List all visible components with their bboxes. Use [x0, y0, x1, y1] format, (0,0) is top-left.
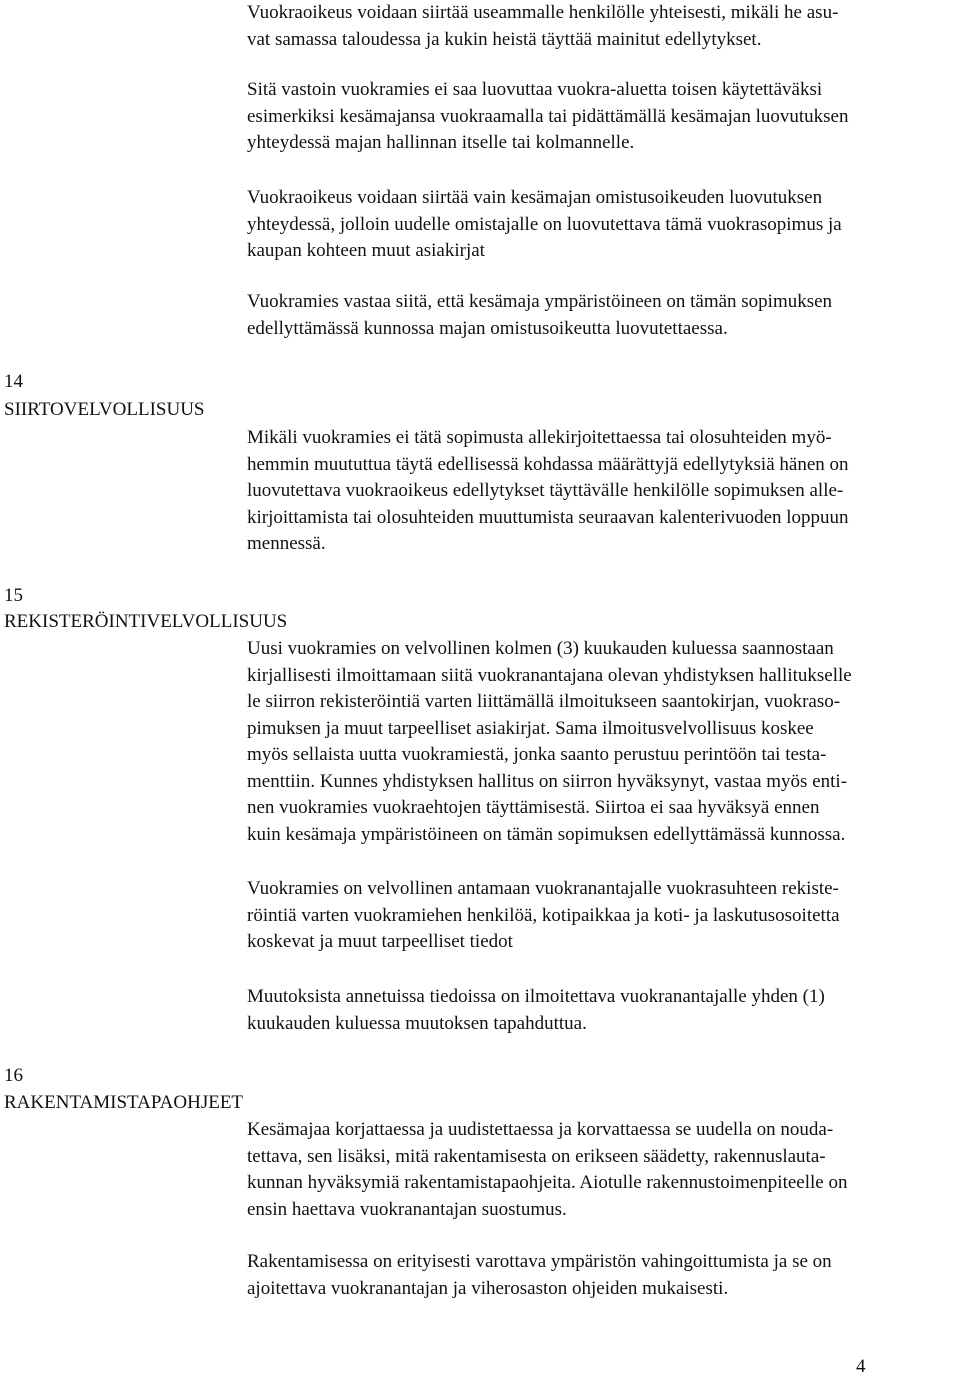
text-line: ensin haettava vuokranantajan suostumus. [247, 1198, 567, 1220]
section-15-title: REKISTERÖINTIVELVOLLISUUS [4, 611, 288, 632]
text-line: yhteydessä, jolloin uudelle omistajalle on luovutettava tämä vuokrasopimus ja [247, 213, 842, 235]
text-line: kuukauden kuluessa muutoksen tapahduttua. [247, 1012, 587, 1034]
text-line: röintiä varten vuokramiehen henkilöä, kotipaikkaa ja koti- ja laskutusosoitetta [247, 904, 840, 926]
section-15-paragraph-3 [247, 984, 825, 1037]
text-line: menttiin. Kunnes yhdistyksen hallitus on siirron hyväksynyt, vastaa myös enti- [247, 770, 848, 792]
text-line: luovutettava vuokraoikeus edellytykset täyttävälle henkilölle sopimuksen alle- [247, 480, 844, 501]
section-16-paragraph-1 [247, 1117, 847, 1223]
text-line: Muutoksista annetuissa tiedoissa on ilmoitettava vuokranantajalle yhden (1) [247, 986, 825, 1007]
text-line: nen vuokramies vuokraehtojen täyttämisestä. Siirtoa ei saa hyväksyä ennen [247, 797, 820, 818]
section-16-title: RAKENTAMISTAPAOHJEET [4, 1092, 244, 1113]
text-line: vat samassa taloudessa ja kukin heistä täyttää mainitut edellytykset. [247, 28, 762, 50]
section-16-paragraph-2 [247, 1249, 832, 1302]
text-line: yhteydessä majan hallinnan itselle tai kolmannelle. [247, 132, 635, 153]
intro-paragraph-1 [247, 0, 838, 53]
text-line: Vuokraoikeus voidaan siirtää vain kesämajan omistusoikeuden luovutuksen [247, 187, 823, 208]
intro-paragraph-2 [247, 77, 848, 157]
text-line: hemmin muututtua täytä edellisessä kohdassa määrättyjä edellytyksiä hänen on [247, 453, 849, 475]
text-line: Kesämajaa korjattaessa ja uudistettaessa ja korvattaessa se uudella on nouda- [247, 1119, 834, 1140]
text-line: kuin kesämaja ympäristöineen on tämän sopimuksen edellyttämässä kunnossa. [247, 823, 846, 845]
section-16-number: 16 [4, 1065, 23, 1086]
text-line: Sitä vastoin vuokramies ei saa luovuttaa vuokra-aluetta toisen käytettäväksi [247, 79, 823, 100]
text-line: kunnan hyväksymiä rakentamistapaohjeita. Aiotulle rakennustoimenpiteelle on [247, 1172, 848, 1193]
text-line: Rakentamisessa on erityisesti varottava ympäristön vahingoittumista ja se on [247, 1251, 832, 1272]
section-14-number: 14 [4, 371, 23, 392]
section-15-paragraph-2 [247, 876, 840, 956]
text-line: Mikäli vuokramies ei tätä sopimusta allekirjoitettaessa tai olosuhteiden myö- [247, 427, 832, 448]
text-line: myös sellaista uutta vuokramiestä, jonka saanto perustuu perintöön tai testa- [247, 744, 827, 765]
section-15-paragraph-1 [247, 636, 852, 848]
text-line: pimuksen ja muut tarpeelliset asiakirjat. Sama ilmoitusvelvollisuus koskee [247, 717, 814, 739]
text-line: le siirron rekisteröintiä varten liittämällä ilmoitukseen saantokirjan, vuokraso- [247, 691, 841, 712]
section-15-number: 15 [4, 585, 23, 606]
text-line: Vuokramies vastaa siitä, että kesämaja ympäristöineen on tämän sopimuksen [247, 291, 833, 312]
section-14-title: SIIRTOVELVOLLISUUS [4, 399, 205, 420]
text-line: tettava, sen lisäksi, mitä rakentamisesta on erikseen säädetty, rakennuslauta- [247, 1145, 826, 1167]
section-14-paragraph-1 [247, 425, 849, 558]
text-line: Uusi vuokramies on velvollinen kolmen (3) kuukauden kuluessa saannostaan [247, 638, 834, 659]
text-line: koskevat ja muut tarpeelliset tiedot [247, 931, 513, 952]
text-line: Vuokramies on velvollinen antamaan vuokranantajalle vuokrasuhteen rekiste- [247, 878, 839, 899]
text-line: esimerkiksi kesämajansa vuokraamalla tai pidättämällä kesämajan luovutuksen [247, 105, 849, 127]
page-number: 4 [856, 1356, 866, 1377]
intro-paragraph-4 [247, 289, 832, 342]
text-line: Vuokraoikeus voidaan siirtää useammalle henkilölle yhteisesti, mikäli he asu- [247, 2, 839, 23]
intro-paragraph-3 [247, 185, 842, 265]
text-line: kirjallisesti ilmoittamaan siitä vuokranantajana olevan yhdistyksen hallitukselle [247, 664, 852, 686]
text-line: mennessä. [247, 533, 326, 554]
text-line: edellyttämässä kunnossa majan omistusoikeutta luovutettaessa. [247, 317, 728, 339]
text-line: kirjoittamista tai olosuhteiden muuttumista seuraavan kalenterivuoden loppuun [247, 506, 849, 528]
text-line: ajoitettava vuokranantajan ja viherosaston ohjeiden mukaisesti. [247, 1277, 729, 1299]
text-line: kaupan kohteen muut asiakirjat [247, 240, 485, 261]
